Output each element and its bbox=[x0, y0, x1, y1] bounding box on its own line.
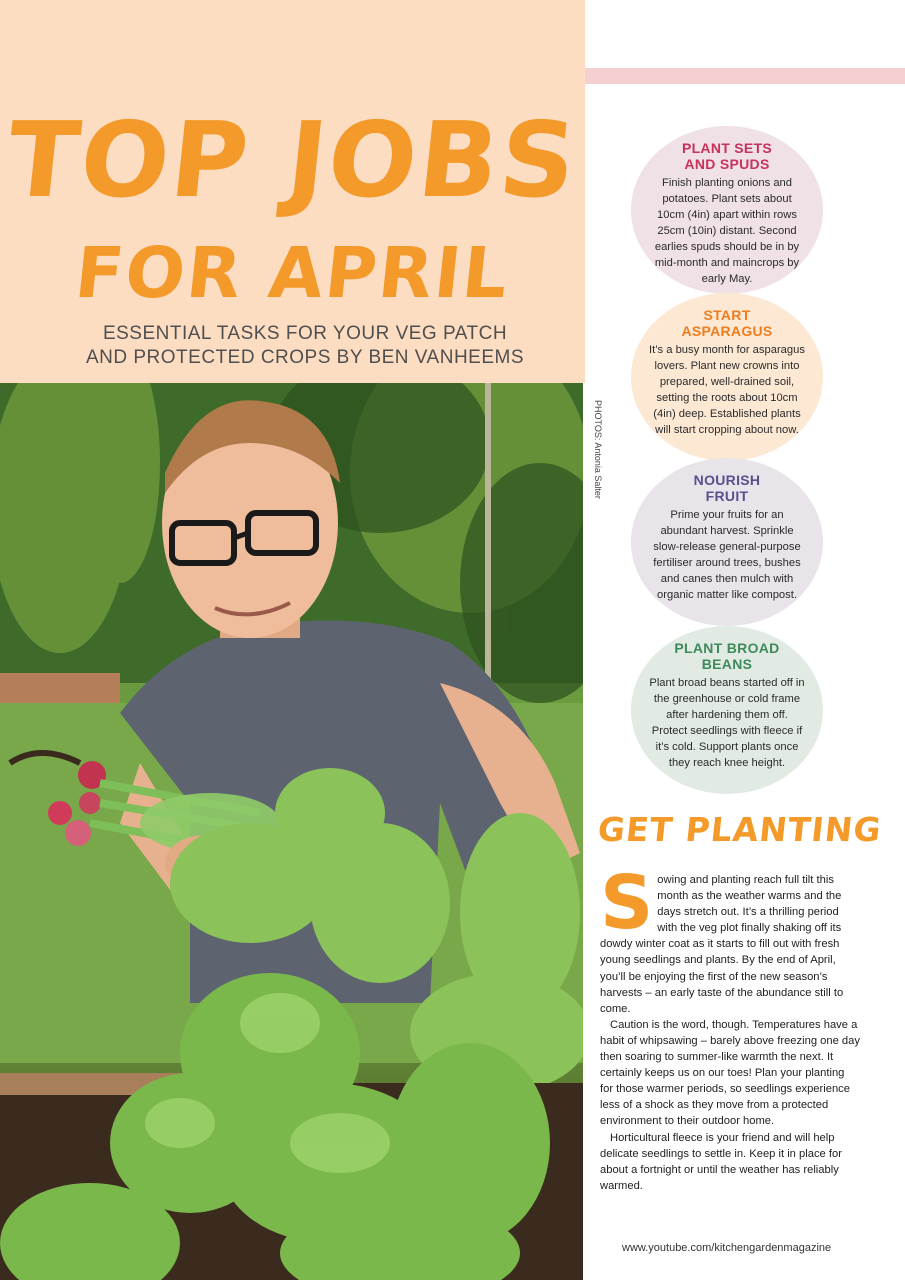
subtitle-line-1: ESSENTIAL TASKS FOR YOUR VEG PATCH bbox=[102, 323, 508, 344]
page-title: TOP JOBS bbox=[1, 99, 584, 221]
tip-title-line: ASPARAGUS bbox=[681, 323, 773, 339]
tip-title-line: FRUIT bbox=[705, 488, 749, 504]
tip-title bbox=[649, 640, 805, 672]
tip-text: It’s a busy month for asparagus lovers. Plant new crowns into prepared, well-drained soil, setting the roots about 10cm (4in) deep. Established plants will start cropping about now. bbox=[649, 344, 805, 436]
article-body bbox=[600, 860, 860, 1194]
tip-title-line: START bbox=[703, 307, 751, 323]
drop-cap: S bbox=[600, 860, 654, 946]
footer-url: www.youtube.com/kitchengardenmagazine bbox=[622, 1242, 832, 1254]
tip-text: Plant broad beans started off in the greenhouse or cold frame after hardening them off. Protect seedlings with fleece if it’s cold. Support plants once they reach knee height. bbox=[649, 677, 805, 769]
hero-photo bbox=[0, 383, 583, 1280]
tip-title bbox=[649, 140, 805, 172]
tip-plant-sets bbox=[631, 126, 823, 294]
article-paragraph: Caution is the word, though. Temperatures have a habit of whipsawing – barely above freezing one day then soaring to summer-like warmth the next. It certainly keeps us on our toes! Plan your planting for those warmer periods, so seedlings experience less of a shock as they move from a protected environment to their outdoor home. bbox=[600, 1018, 860, 1128]
paragraph-text: owing and planting reach full tilt this month as the weather warms and the days stretch out. It’s a thrilling period with the veg plot finally shaking off its dowdy winter coat as it starts to fill out with fresh young seedlings and plants. By the end of April, you’ll be enjoying the first of the new season’s harvests – an early taste of the abundance still to come. bbox=[600, 874, 844, 1015]
tip-start-asparagus bbox=[631, 293, 823, 461]
page-title-secondary: FOR APRIL bbox=[71, 232, 514, 314]
tip-title bbox=[649, 307, 805, 339]
tip-nourish-fruit bbox=[631, 458, 823, 626]
header-panel bbox=[0, 0, 585, 383]
tip-title-line: NOURISH bbox=[693, 472, 761, 488]
tip-title-line: AND SPUDS bbox=[684, 156, 770, 172]
subtitle-line-2: AND PROTECTED CROPS BY BEN VANHEEMS bbox=[85, 347, 525, 368]
page-subtitle bbox=[40, 322, 570, 370]
article-paragraph: Horticultural fleece is your friend and will help delicate seedlings to settle in. Keep it in place for about a fortnight or until the weather has reliably warmed. bbox=[600, 1131, 842, 1192]
gardener-photo-illustration bbox=[0, 383, 583, 1280]
tip-text: Finish planting onions and potatoes. Plant sets about 10cm (4in) apart within rows 25cm (10in) distant. Second earlies spuds should be in by mid-month and maincrops by early May. bbox=[654, 177, 800, 285]
tip-title bbox=[649, 472, 805, 504]
article-paragraph bbox=[600, 860, 860, 1017]
tip-title-line: PLANT SETS bbox=[681, 140, 773, 156]
tip-text: Prime your fruits for an abundant harvest. Sprinkle slow-release general-purpose fertiliser around trees, bushes and canes then mulch with organic matter like compost. bbox=[653, 509, 801, 601]
tip-plant-broad-beans bbox=[631, 626, 823, 794]
photo-credit: PHOTOS: Antonia Salter bbox=[593, 400, 603, 499]
tip-title-line: BEANS bbox=[701, 656, 753, 672]
decorative-band bbox=[585, 68, 905, 84]
article-heading: GET PLANTING bbox=[595, 810, 884, 849]
tip-title-line: PLANT BROAD bbox=[674, 640, 780, 656]
